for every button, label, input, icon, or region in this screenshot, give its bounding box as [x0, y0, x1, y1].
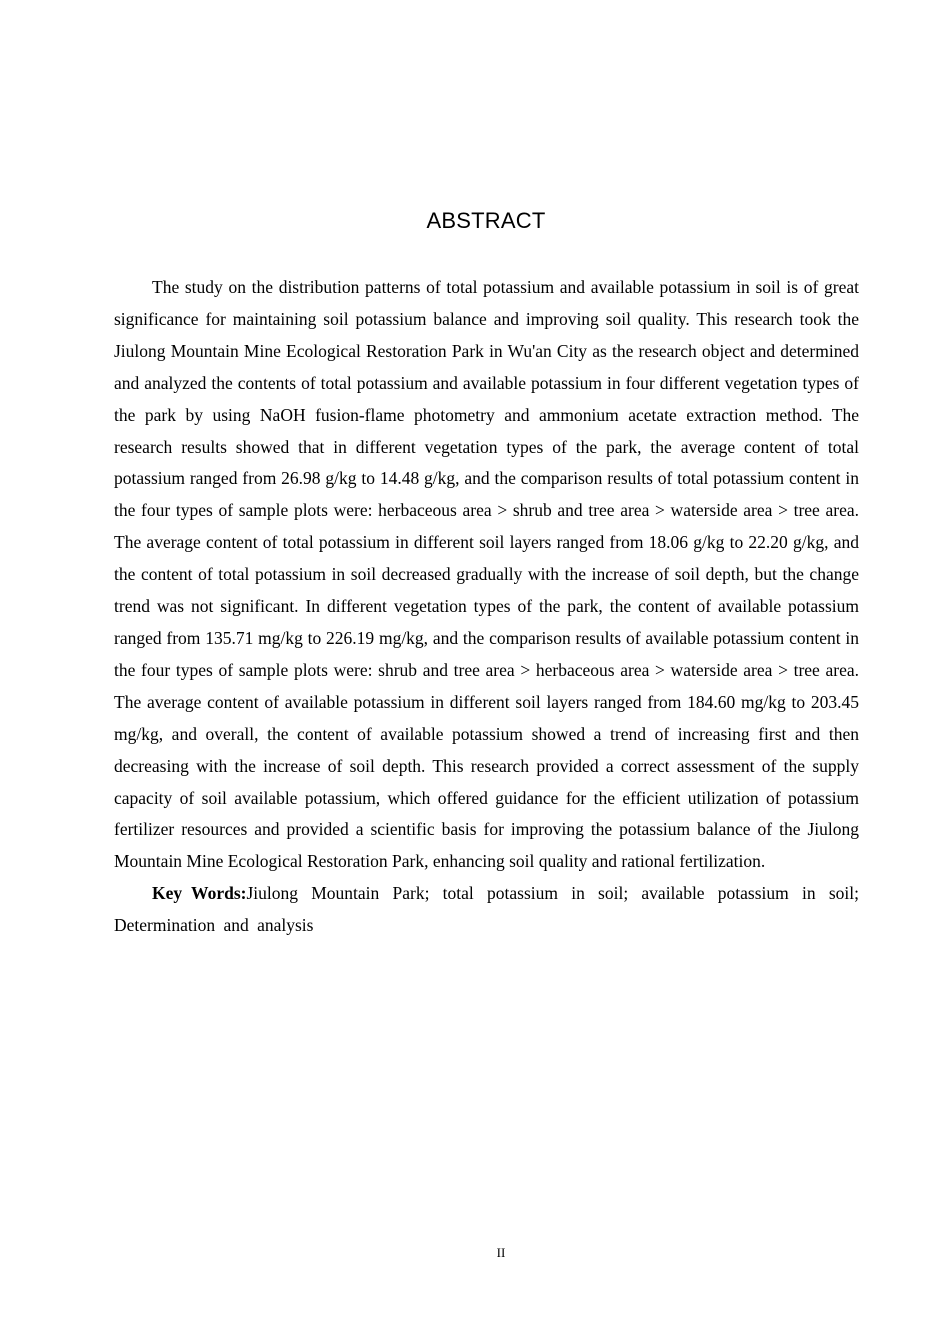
abstract-body — [114, 272, 859, 942]
keywords-value: Jiulong Mountain Park; total potassium in soil; available potassium in soil; Determination and analysis — [114, 883, 859, 936]
abstract-paragraph: The study on the distribution patterns of total potassium and available potassium in soil is of great significance for maintaining soil potassium balance and improving soil quality. This research took the Jiulong Mountain Mine Ecological Restoration Park in Wu'an City as the research object and determined and analyzed the contents of total potassium and available potassium in four different vegetation types of the park by using NaOH fusion-flame photometry and ammonium acetate extraction method. The research results showed that in different vegetation types of the park, the average content of total potassium ranged from 26.98 g/kg to 14.48 g/kg, and the comparison results of total potassium content in the four types of sample plots were: herbaceous area > shrub and tree area > waterside area > tree area. The average content of total potassium in different soil layers ranged from 18.06 g/kg to 22.20 g/kg, and the content of total potassium in soil decreased gradually with the increase of soil depth, but the change trend was not significant. In different vegetation types of the park, the content of available potassium ranged from 135.71 mg/kg to 226.19 mg/kg, and the comparison results of available potassium content in the four types of sample plots were: shrub and tree area > herbaceous area > waterside area > tree area. The average content of available potassium in different soil layers ranged from 184.60 mg/kg to 203.45 mg/kg, and overall, the content of available potassium showed a trend of increasing first and then decreasing with the increase of soil depth. This research provided a correct assessment of the supply capacity of soil available potassium, which offered guidance for the efficient utilization of potassium fertilizer resources and provided a scientific basis for improving the potassium balance of the Jiulong Mountain Mine Ecological Restoration Park, enhancing soil quality and rational fertilization. — [114, 277, 859, 872]
abstract-title: ABSTRACT — [426, 208, 546, 233]
keywords-label: Key Words: — [152, 883, 247, 904]
keywords-paragraph — [114, 878, 859, 942]
page-number: II — [496, 1245, 506, 1260]
